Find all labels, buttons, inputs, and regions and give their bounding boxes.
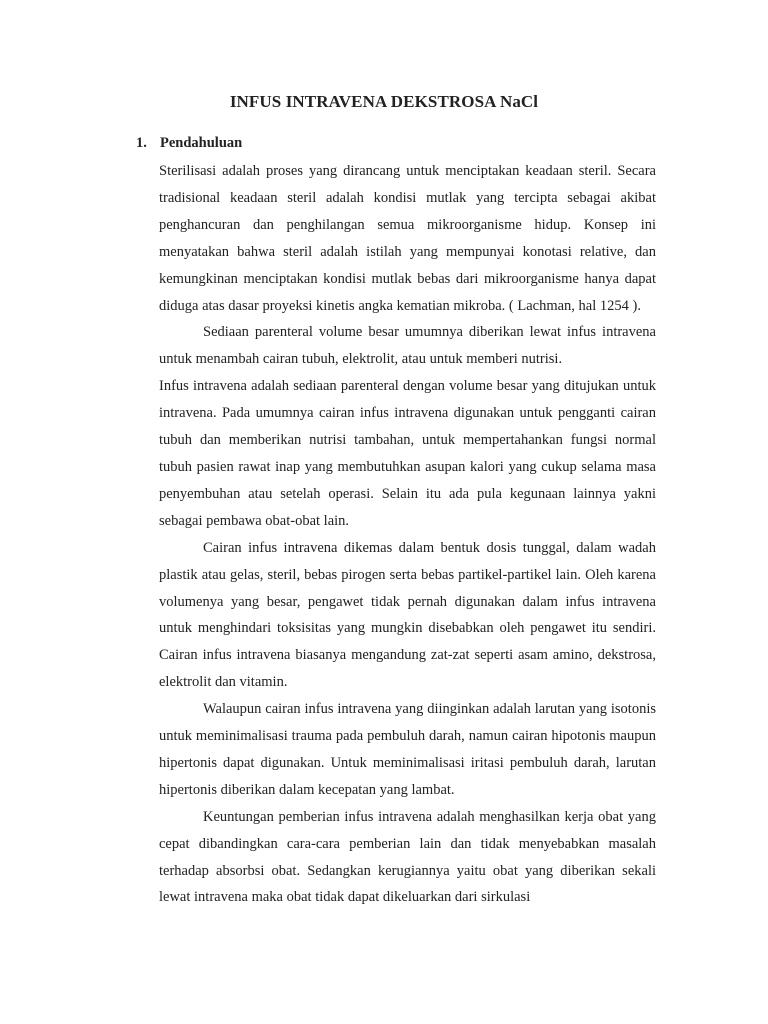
paragraph-cairan-infus: Cairan infus intravena dikemas dalam bentuk dosis tunggal, dalam wadah plastik atau gelas, steril, bebas pirogen serta bebas partikel-partikel lain. Oleh karena volumenya yang besar, pengawet tidak pernah digunakan dalam infus intravena untuk menghindari toksisitas yang mungkin disebabkan oleh pengawet itu sendiri. Cairan infus intravena biasanya mengandung zat-zat seperti asam amino, dekstrosa, elektrolit dan vitamin. [159,539,656,691]
document-title: INFUS INTRAVENA DEKSTROSA NaCl [229,92,539,111]
paragraph-sediaan-parenteral: Sediaan parenteral volume besar umumnya diberikan lewat infus intravena untuk menambah cairan tubuh, elektrolit, atau untuk memberi nutrisi. [159,324,656,368]
section-title: Pendahuluan [160,135,243,151]
paragraph-keuntungan: Keuntungan pemberian infus intravena adalah menghasilkan kerja obat yang cepat dibandingkan cara-cara pemberian lain dan tidak menyebabkan masalah terhadap absorbsi obat. Sedangkan kerugiannya yaitu obat yang diberikan sekali lewat intravena maka obat tidak dapat dikeluarkan dari sirkulasi [159,808,656,906]
section-number: 1. [136,135,147,151]
document-body [159,158,656,911]
paragraph-sterilisasi: Sterilisasi adalah proses yang dirancang untuk menciptakan keadaan steril. Secara tradisional keadaan steril adalah kondisi mutlak yang tercipta sebagai akibat penghancuran dan penghilangan semua mikroorganisme hidup. Konsep ini menyatakan bahwa steril adalah istilah yang mempunyai konotasi relative, dan kemungkinan menciptakan kondisi mutlak bebas dari mikroorganisme hanya dapat diduga atas dasar proyeksi kinetis angka kematian mikroba. ( Lachman, hal 1254 ). [159,163,656,314]
paragraph-walaupun: Walaupun cairan infus intravena yang diinginkan adalah larutan yang isotonis untuk meminimalisasi trauma pada pembuluh darah, namun cairan hipotonis maupun hipertonis dapat digunakan. Untuk meminimalisasi iritasi pembuluh darah, larutan hipertonis diberikan dalam kecepatan yang lambat. [159,701,656,798]
paragraph-infus-intravena: Infus intravena adalah sediaan parenteral dengan volume besar yang ditujukan untuk intravena. Pada umumnya cairan infus intravena digunakan untuk pengganti cairan tubuh dan memberikan nutrisi tambahan, untuk mempertahankan fungsi normal tubuh pasien rawat inap yang membutuhkan asupan kalori yang cukup selama masa penyembuhan atau setelah operasi. Selain itu ada pula kegunaan lainnya yakni sebagai pembawa obat-obat lain. [159,378,656,529]
section-heading [136,135,242,152]
